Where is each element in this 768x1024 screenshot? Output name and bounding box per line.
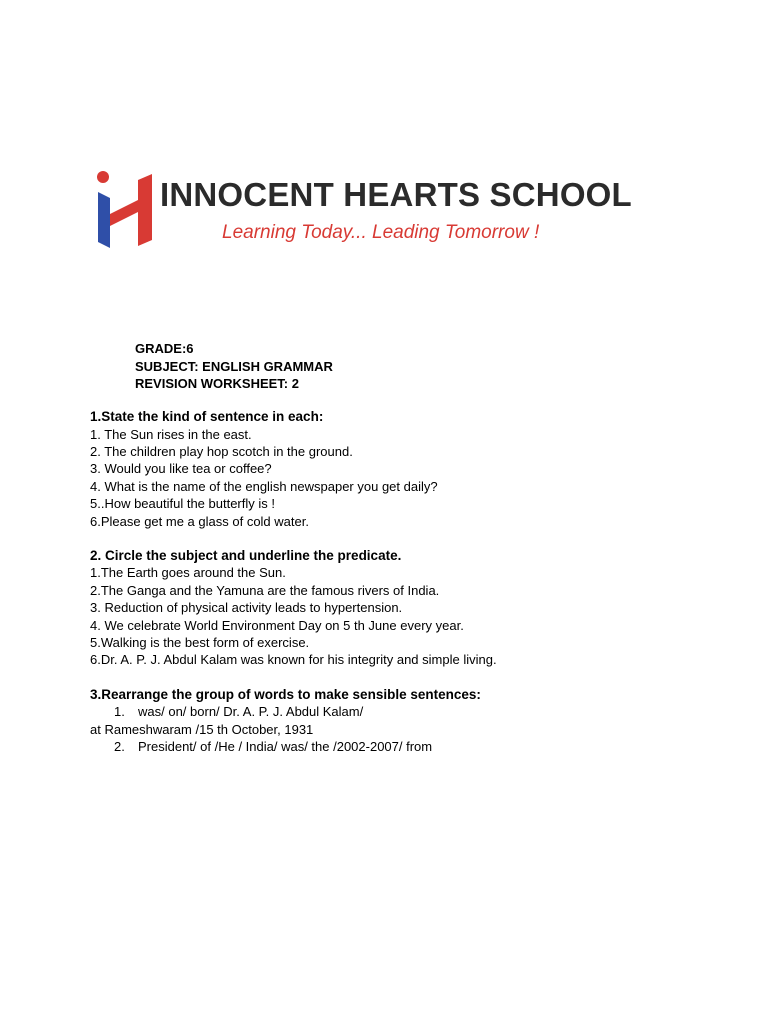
q1-item: 3. Would you like tea or coffee? xyxy=(90,461,272,477)
question-3-title: 3.Rearrange the group of words to make sensible sentences: xyxy=(90,686,481,702)
school-tagline: Learning Today... Leading Tomorrow ! xyxy=(222,222,540,243)
q3-item-2 xyxy=(90,738,730,755)
q1-item: 6.Please get me a glass of cold water. xyxy=(90,513,309,529)
q2-item: 5.Walking is the best form of exercise. xyxy=(90,635,310,651)
school-name: INNOCENT HEARTS SCHOOL xyxy=(160,176,632,213)
q2-item: 2.The Ganga and the Yamuna are the famous rivers of India. xyxy=(90,582,440,598)
worksheet-label: REVISION WORKSHEET: 2 xyxy=(135,376,299,391)
q3-item-2-text: President/ of /He / India/ was/ the /2002-2007/ from xyxy=(138,739,433,755)
grade-label: GRADE:6 xyxy=(135,341,194,356)
q2-item: 4. We celebrate World Environment Day on 5 th June every year. xyxy=(90,617,464,633)
school-header xyxy=(94,170,674,252)
q3-item-1-text: was/ on/ born/ Dr. A. P. J. Abdul Kalam/ xyxy=(138,704,364,720)
q3-item-1 xyxy=(90,703,730,720)
q2-item: 3. Reduction of physical activity leads to hypertension. xyxy=(90,600,403,616)
q2-item: 1.The Earth goes around the Sun. xyxy=(90,565,286,581)
q3-item-1-continuation: at Rameshwaram /15 th October, 1931 xyxy=(90,721,314,737)
q1-item: 2. The children play hop scotch in the ground. xyxy=(90,443,353,459)
q1-item: 4. What is the name of the english newspaper you get daily? xyxy=(90,478,438,494)
worksheet-content xyxy=(90,408,730,756)
school-logo-icon xyxy=(94,170,156,250)
question-2-title: 2. Circle the subject and underline the predicate. xyxy=(90,547,402,563)
question-1-title: 1.State the kind of sentence in each: xyxy=(90,409,324,424)
q2-item: 6.Dr. A. P. J. Abdul Kalam was known for his integrity and simple living. xyxy=(90,652,497,668)
q3-item-2-number: 2. xyxy=(114,739,125,755)
worksheet-info xyxy=(135,340,333,393)
q1-item: 5..How beautiful the butterfly is ! xyxy=(90,496,275,512)
q3-item-1-number: 1. xyxy=(114,704,125,720)
q1-item: 1. The Sun rises in the east. xyxy=(90,426,252,442)
subject-label: SUBJECT: ENGLISH GRAMMAR xyxy=(135,358,333,374)
